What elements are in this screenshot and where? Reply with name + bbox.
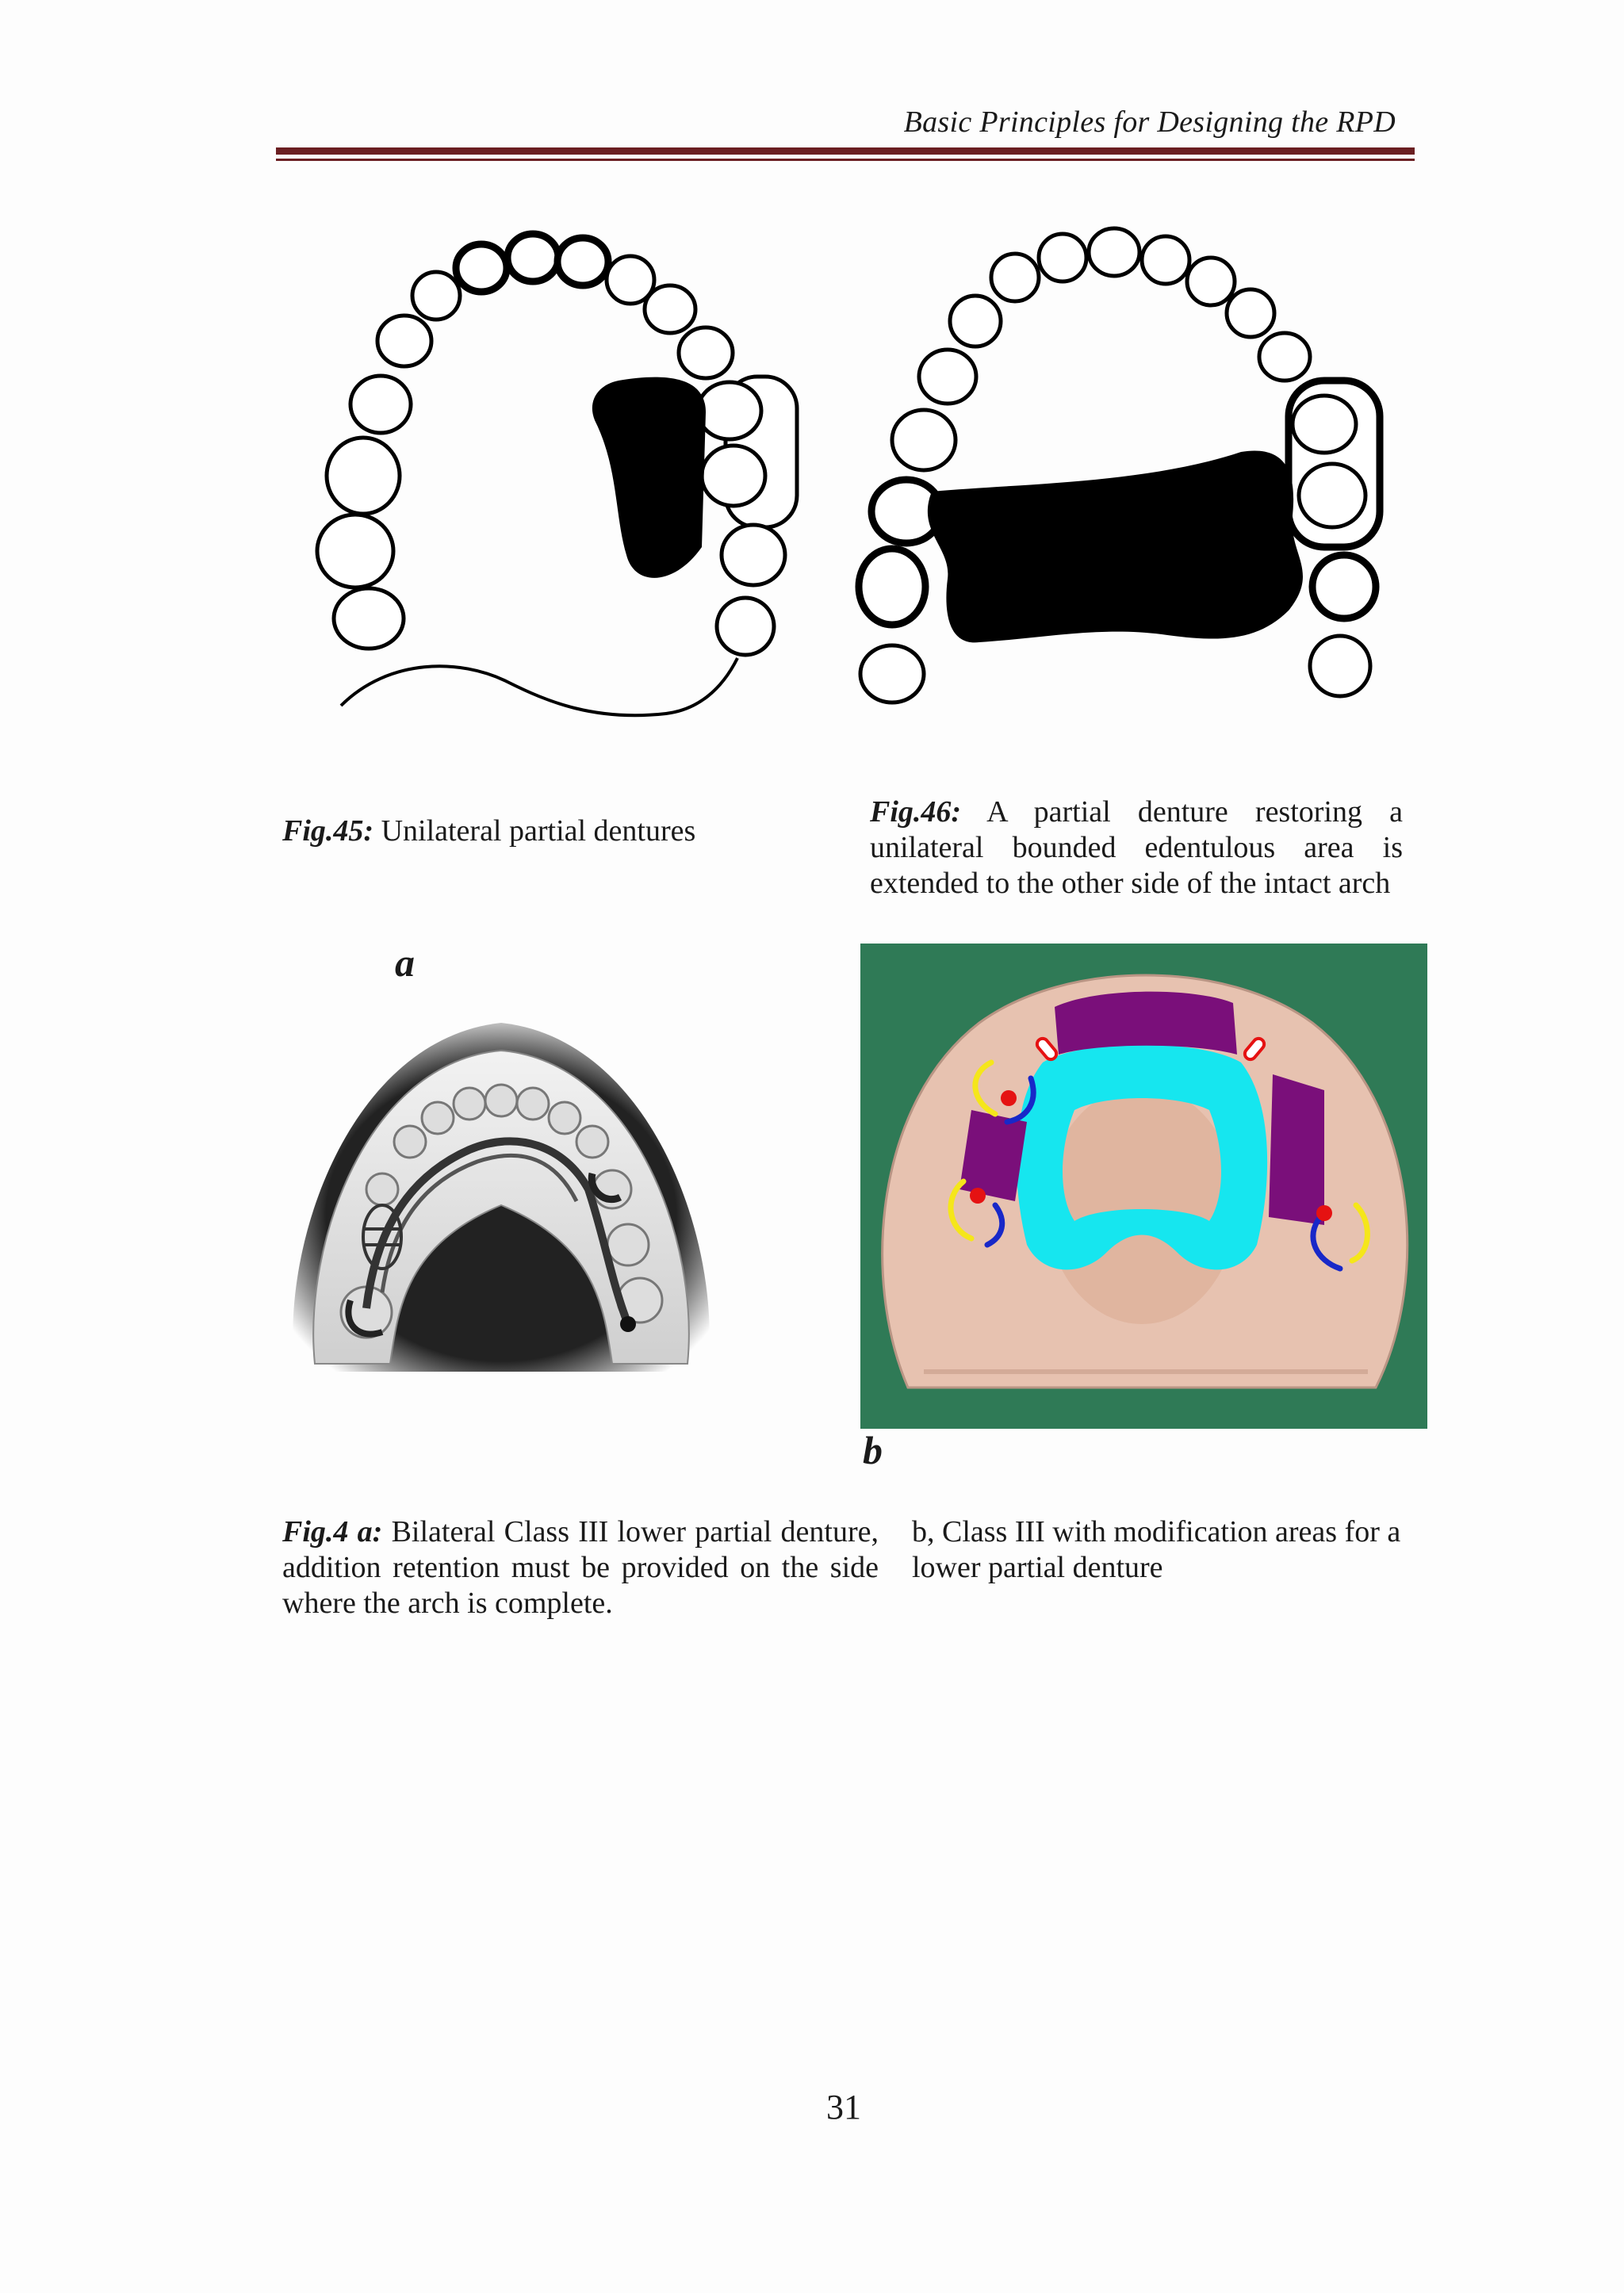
fig46-caption: [870, 794, 1403, 902]
tooth: [1039, 234, 1086, 281]
tooth: [1227, 289, 1274, 337]
tooth: [317, 515, 393, 588]
denture-base-left: [959, 1110, 1027, 1201]
tooth: [919, 350, 976, 404]
palate-outline: [341, 658, 737, 715]
tooth: [645, 285, 695, 333]
tooth: [717, 598, 774, 655]
tooth: [350, 376, 411, 433]
page-number: 31: [826, 2088, 861, 2126]
fig45-text: Unilateral partial dentures: [381, 814, 696, 848]
tooth: [892, 410, 956, 470]
fig4a-cast-photo: [279, 1007, 723, 1380]
tooth: [859, 549, 925, 625]
fig4b-caption: [912, 1514, 1408, 1586]
tooth: [327, 438, 400, 514]
tooth: [1259, 333, 1310, 381]
occlusal-rest: [970, 1188, 986, 1204]
tooth: [1310, 636, 1370, 696]
running-header-title: Basic Principles for Designing the RPD: [903, 105, 1396, 139]
panel-label-a: a: [395, 940, 415, 985]
denture-base: [592, 377, 706, 578]
fig4a-text: Bilateral Class III lower partial denture, addition retention must be provided on the side where the arch is complete.: [282, 1515, 879, 1620]
tooth: [1187, 258, 1235, 305]
tooth: [456, 244, 507, 292]
tooth: [991, 254, 1039, 301]
tooth: [1142, 236, 1189, 284]
panel-label-b: b: [863, 1428, 883, 1472]
denture-base: [928, 450, 1303, 642]
tooth: [722, 525, 785, 585]
fig4b-cast-design: [860, 944, 1427, 1429]
fig45-label: Fig.45:: [282, 814, 374, 848]
occlusal-rest: [1316, 1205, 1332, 1221]
occlusal-rest: [1001, 1090, 1017, 1106]
tooth: [860, 645, 924, 702]
denture-base-right: [1269, 1074, 1324, 1225]
header-rule: [276, 147, 1415, 161]
tooth: [1089, 228, 1139, 276]
tooth: [377, 316, 431, 366]
fig46-label: Fig.46:: [870, 795, 962, 829]
tooth: [1299, 464, 1365, 527]
tooth: [698, 382, 761, 439]
fig4b-text: b, Class III with modification areas for a lower partial denture: [912, 1515, 1401, 1584]
tooth: [508, 234, 558, 281]
tooth: [1312, 555, 1376, 618]
fig4a-caption: [282, 1514, 879, 1621]
fig4a-label: Fig.4 a:: [282, 1515, 383, 1548]
denture-base-anterior: [1055, 992, 1237, 1055]
tooth: [412, 272, 460, 320]
tooth: [950, 296, 1001, 346]
tooth: [679, 327, 733, 378]
tooth: [702, 446, 765, 506]
tooth: [557, 238, 608, 285]
tooth: [1293, 396, 1356, 453]
fig45-caption: [282, 813, 837, 849]
tooth: [334, 588, 404, 649]
fig46-arch-drawing: [845, 214, 1415, 729]
fig45-arch-drawing: [293, 214, 848, 729]
fig46-text: A partial denture restoring a unilateral bounded edentulous area is extended to the other side of the intact arch: [870, 795, 1404, 900]
